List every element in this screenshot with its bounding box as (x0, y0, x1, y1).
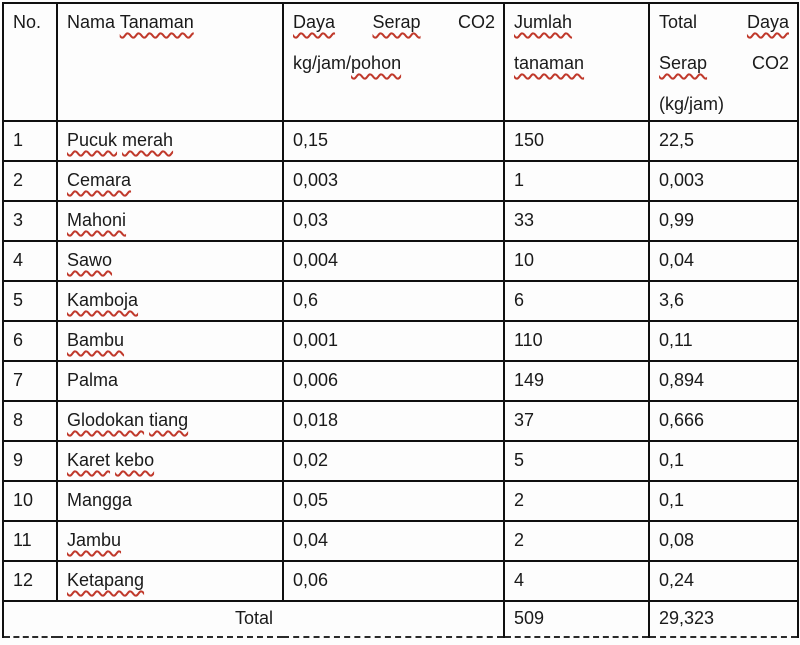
plant-name: Palma (57, 361, 283, 401)
row-number: 6 (3, 321, 57, 361)
plant-name (57, 241, 283, 281)
total-jumlah-value: 509 (504, 601, 649, 637)
jumlah-value: 1 (504, 161, 649, 201)
header-no (3, 3, 57, 121)
plant-name (57, 121, 283, 161)
row-number: 9 (3, 441, 57, 481)
row-number: 4 (3, 241, 57, 281)
daya-serap-value: 0,15 (283, 121, 504, 161)
misspelled-word: Glodokan (67, 410, 145, 430)
header-nama-word: Nama (67, 12, 116, 32)
misspelled-word: Jumlah (514, 12, 573, 32)
header-daya-serap (283, 3, 504, 121)
misspelled-word: kebo (115, 450, 155, 470)
jumlah-value: 149 (504, 361, 649, 401)
table-row (3, 161, 798, 201)
row-number: 10 (3, 481, 57, 521)
table-row (3, 561, 798, 601)
daya-serap-value: 0,04 (283, 521, 504, 561)
total-value: 0,666 (649, 401, 798, 441)
daya-serap-value: 0,003 (283, 161, 504, 201)
header-co2-label: CO2 (751, 53, 789, 73)
plant-name (57, 321, 283, 361)
misspelled-word: Serap (659, 53, 708, 73)
jumlah-value: 10 (504, 241, 649, 281)
total-label: Total (3, 601, 504, 637)
jumlah-value: 110 (504, 321, 649, 361)
row-number: 1 (3, 121, 57, 161)
row-number: 5 (3, 281, 57, 321)
misspelled-word: Mahoni (67, 210, 127, 230)
header-unit-prefix: kg/jam/ (293, 53, 352, 73)
header-total-daya-serap (649, 3, 798, 121)
daya-serap-value: 0,001 (283, 321, 504, 361)
table-row (3, 441, 798, 481)
jumlah-value: 5 (504, 441, 649, 481)
total-value: 0,11 (649, 321, 798, 361)
plant-name (57, 561, 283, 601)
header-jumlah-tanaman (504, 3, 649, 121)
total-value: 0,1 (649, 441, 798, 481)
row-number: 11 (3, 521, 57, 561)
table-row (3, 401, 798, 441)
plant-name (57, 521, 283, 561)
row-number: 7 (3, 361, 57, 401)
total-daya-serap-value: 29,323 (649, 601, 798, 637)
total-value: 0,08 (649, 521, 798, 561)
row-number: 12 (3, 561, 57, 601)
daya-serap-value: 0,004 (283, 241, 504, 281)
table-row (3, 481, 798, 521)
jumlah-value: 150 (504, 121, 649, 161)
row-number: 3 (3, 201, 57, 241)
table-row (3, 521, 798, 561)
table-row (3, 361, 798, 401)
jumlah-value: 33 (504, 201, 649, 241)
table-row (3, 321, 798, 361)
daya-serap-value: 0,006 (283, 361, 504, 401)
plant-name (57, 161, 283, 201)
misspelled-word: Karet (67, 450, 111, 470)
total-value: 0,894 (649, 361, 798, 401)
jumlah-value: 6 (504, 281, 649, 321)
table-row (3, 201, 798, 241)
plant-name (57, 201, 283, 241)
misspelled-word: tiang (149, 410, 189, 430)
jumlah-value: 37 (504, 401, 649, 441)
header-row (3, 3, 798, 121)
total-value: 0,99 (649, 201, 798, 241)
misspelled-word: Serap (372, 12, 421, 32)
total-value: 0,04 (649, 241, 798, 281)
plant-name: Mangga (57, 481, 283, 521)
header-unit-label: (kg/jam) (659, 94, 725, 114)
table-row (3, 241, 798, 281)
header-no-label: No. (13, 12, 42, 32)
misspelled-word: Kamboja (67, 290, 139, 310)
plant-name (57, 441, 283, 481)
daya-serap-value: 0,02 (283, 441, 504, 481)
total-value: 0,003 (649, 161, 798, 201)
daya-serap-value: 0,05 (283, 481, 504, 521)
total-row (3, 601, 798, 637)
header-total-word: Total (659, 12, 698, 32)
misspelled-word: Daya (746, 12, 789, 32)
total-value: 0,24 (649, 561, 798, 601)
jumlah-value: 4 (504, 561, 649, 601)
misspelled-word: Daya (293, 12, 336, 32)
misspelled-word: merah (122, 130, 174, 150)
daya-serap-value: 0,03 (283, 201, 504, 241)
header-nama-tanaman (57, 3, 283, 121)
table-row (3, 281, 798, 321)
misspelled-word: Jambu (67, 530, 122, 550)
total-value: 22,5 (649, 121, 798, 161)
co2-absorption-table (2, 2, 799, 638)
misspelled-word: Sawo (67, 250, 113, 270)
plant-name (57, 401, 283, 441)
row-number: 2 (3, 161, 57, 201)
jumlah-value: 2 (504, 521, 649, 561)
total-value: 3,6 (649, 281, 798, 321)
row-number: 8 (3, 401, 57, 441)
misspelled-word: Tanaman (119, 12, 194, 32)
misspelled-word: Pucuk (67, 130, 118, 150)
daya-serap-value: 0,018 (283, 401, 504, 441)
daya-serap-value: 0,06 (283, 561, 504, 601)
misspelled-word: tanaman (514, 53, 585, 73)
table-row (3, 121, 798, 161)
misspelled-word: Bambu (67, 330, 125, 350)
plant-name (57, 281, 283, 321)
misspelled-word: Ketapang (67, 570, 145, 590)
jumlah-value: 2 (504, 481, 649, 521)
misspelled-word: Cemara (67, 170, 132, 190)
header-co2-label: CO2 (457, 12, 495, 32)
total-value: 0,1 (649, 481, 798, 521)
misspelled-word: pohon (351, 53, 402, 73)
daya-serap-value: 0,6 (283, 281, 504, 321)
